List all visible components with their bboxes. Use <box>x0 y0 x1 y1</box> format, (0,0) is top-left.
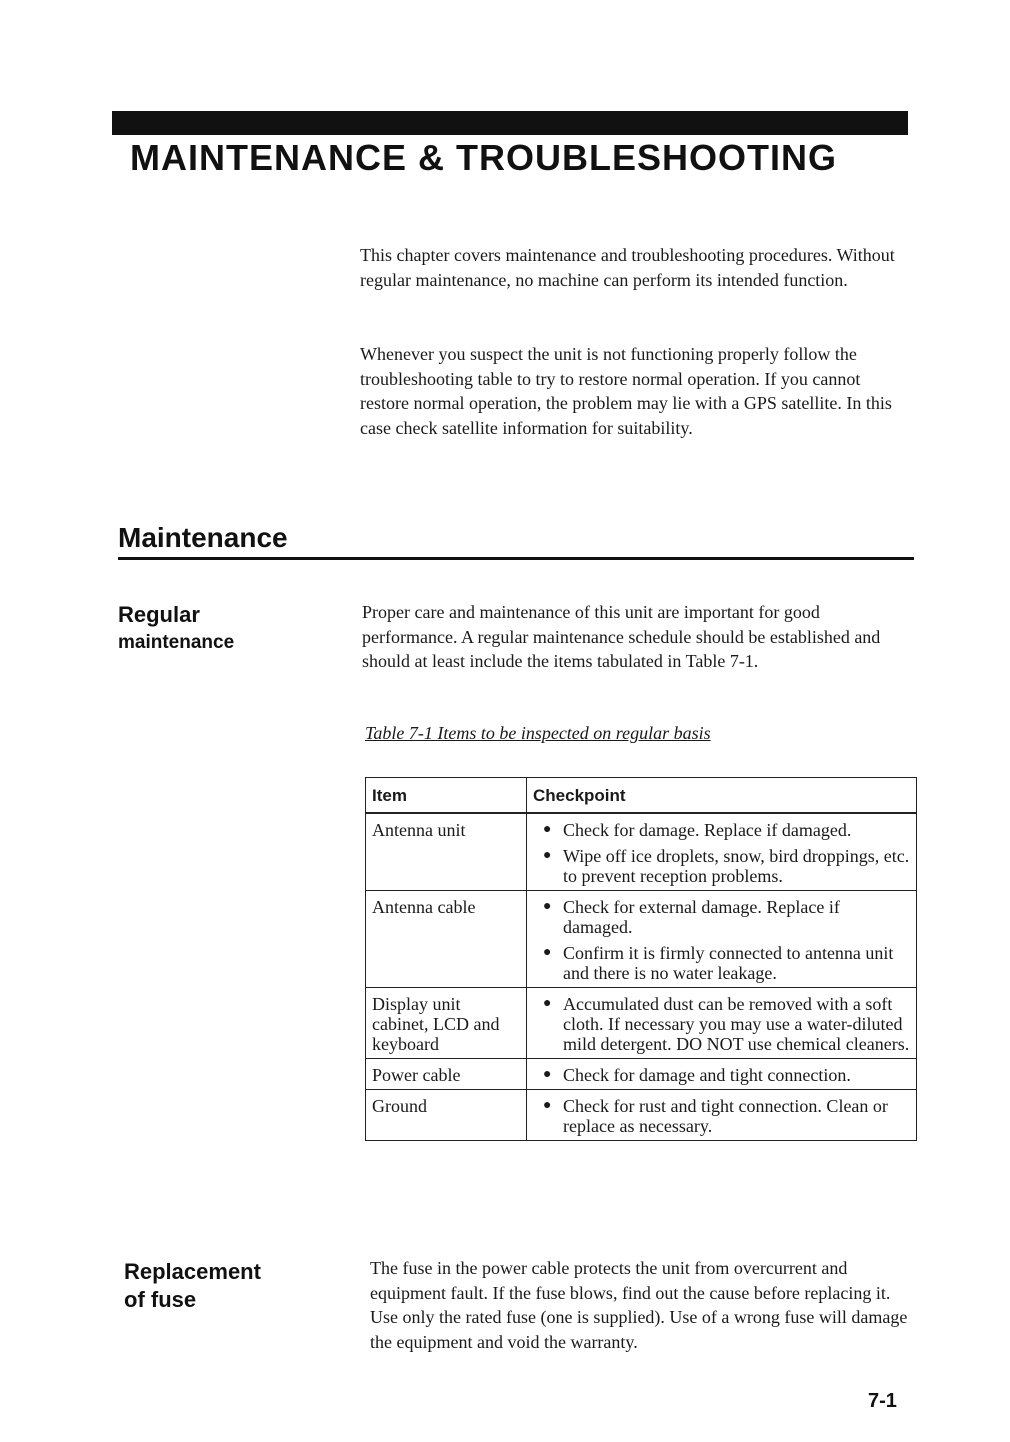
bullet-icon: ● <box>543 1098 552 1113</box>
checkpoint-item <box>533 820 910 840</box>
checkpoint-item <box>533 897 910 937</box>
table-row <box>366 988 917 1059</box>
column-header-checkpoint: Checkpoint <box>527 778 917 814</box>
table-row <box>366 1090 917 1141</box>
checkpoint-cell <box>527 988 917 1059</box>
checkpoint-text: Check for damage and tight connection. <box>563 1065 851 1085</box>
table-row <box>366 891 917 988</box>
checkpoint-cell <box>527 1090 917 1141</box>
regular-maintenance-paragraph: Proper care and maintenance of this unit are important for good performance. A regular maintenance schedule should be established and should at least include the items tabulated in Table 7-1. <box>362 602 881 671</box>
page-number: 7-1 <box>868 1390 897 1412</box>
checkpoint-text: Check for rust and tight connection. Clean or replace as necessary. <box>563 1096 888 1136</box>
intro-paragraph-1: This chapter covers maintenance and troubleshooting procedures. Without regular maintenance, no machine can perform its intended function. <box>360 245 895 290</box>
item-cell: Display unit cabinet, LCD and keyboard <box>366 988 527 1059</box>
subsection-heading-line2: maintenance <box>118 632 235 653</box>
subsection-heading-regular-maintenance <box>118 601 234 657</box>
section-heading-maintenance: Maintenance <box>118 522 288 553</box>
checkpoint-text: Confirm it is firmly connected to antenna unit and there is no water leakage. <box>563 943 894 983</box>
intro-paragraph-2: Whenever you suspect the unit is not functioning properly follow the troubleshooting table to try to restore normal operation. If you cannot restore normal operation, the problem may lie with a GPS satellite. In this case check satellite information for suitability. <box>360 344 892 438</box>
item-cell: Power cable <box>366 1059 527 1090</box>
item-cell: Ground <box>366 1090 527 1141</box>
item-cell: Antenna cable <box>366 891 527 988</box>
checkpoint-text: Wipe off ice droplets, snow, bird droppings, etc. to prevent reception problems. <box>563 846 910 886</box>
subsection-heading-replacement-of-fuse <box>124 1258 261 1314</box>
checkpoint-text: Check for external damage. Replace if damaged. <box>563 897 840 937</box>
section-divider <box>118 557 914 560</box>
checkpoint-text: Accumulated dust can be removed with a soft cloth. If necessary you may use a water-diluted mild detergent. DO NOT use chemical cleaners. <box>563 994 910 1054</box>
bullet-icon: ● <box>543 996 552 1011</box>
checkpoint-item <box>533 1096 910 1136</box>
chapter-title: MAINTENANCE & TROUBLESHOOTING <box>130 137 837 178</box>
inspection-table <box>365 777 917 1141</box>
fuse-replacement-paragraph: The fuse in the power cable protects the unit from overcurrent and equipment fault. If the fuse blows, find out the cause before replacing it. Use only the rated fuse (one is supplied). Use of a wrong fuse will damage the equipment and void the warranty. <box>370 1258 908 1352</box>
subsection-heading-line1: Replacement <box>124 1259 261 1284</box>
checkpoint-cell <box>527 813 917 891</box>
table-caption: Table 7-1 Items to be inspected on regular basis <box>365 723 711 743</box>
table-row <box>366 813 917 891</box>
checkpoint-cell <box>527 1059 917 1090</box>
bullet-icon: ● <box>543 822 552 837</box>
checkpoint-item <box>533 994 910 1054</box>
checkpoint-cell <box>527 891 917 988</box>
subsection-heading-line1: Regular <box>118 602 200 627</box>
bullet-icon: ● <box>543 1067 552 1082</box>
bullet-icon: ● <box>543 848 552 863</box>
subsection-heading-line2: of fuse <box>124 1287 197 1312</box>
bullet-icon: ● <box>543 899 552 914</box>
checkpoint-item <box>533 846 910 886</box>
chapter-header-bar <box>112 111 908 135</box>
bullet-icon: ● <box>543 945 552 960</box>
column-header-item: Item <box>366 778 527 814</box>
table-header-row <box>366 778 917 814</box>
checkpoint-text: Check for damage. Replace if damaged. <box>563 820 852 840</box>
table-row <box>366 1059 917 1090</box>
checkpoint-item <box>533 1065 910 1085</box>
item-cell: Antenna unit <box>366 813 527 891</box>
checkpoint-item <box>533 943 910 983</box>
